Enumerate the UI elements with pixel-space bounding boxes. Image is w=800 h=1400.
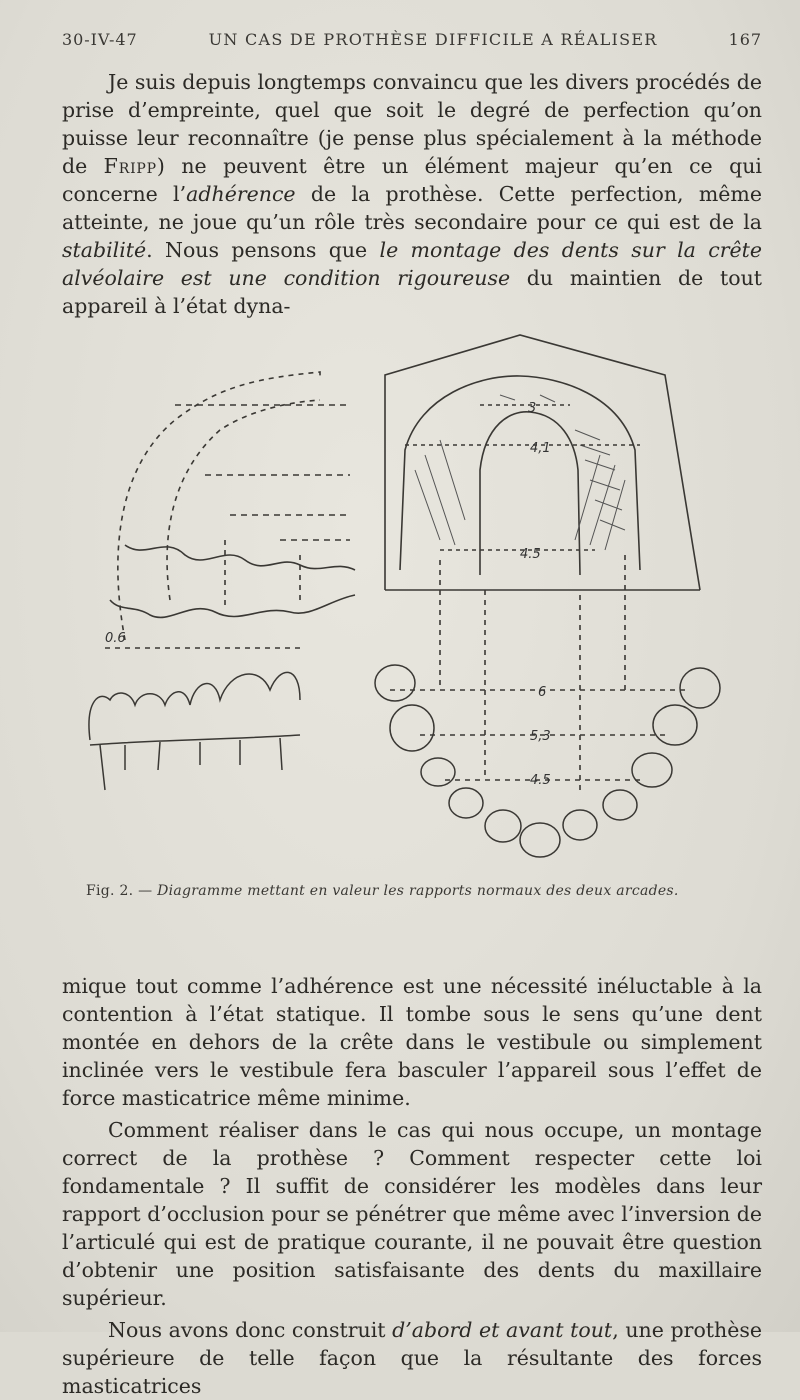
header-date: 30-IV-47 <box>62 30 138 49</box>
label-4-5-upper: 4.5 <box>520 547 541 562</box>
jaw-outline-dashed <box>118 372 320 640</box>
label-0-6: 0.6 <box>105 631 126 646</box>
arch-diagram <box>0 330 800 870</box>
header-title: UN CAS DE PROTHÈSE DIFFICILE A RÉALISER <box>208 30 658 49</box>
paragraph-text: Je suis depuis longtemps convaincu que les divers procédés de prise d’empreinte, quel que soit le degré de perfection qu’on puisse leur reconnaître (je pense plus spécialement à la méthode de Fripp) ne peuvent être un élément majeur qu’en ce qui concerne l’adhérence de la prothèse. Cette perfection, même atteinte, ne joue qu’un rôle très secondaire pour ce qui est de la stabilité. Nous pensons que le montage des dents sur la crête alvéolaire est une condition rigoureuse du maintien de tout appareil à l’état dyna- <box>62 70 763 318</box>
prosthesis-outline <box>385 335 700 590</box>
emphasis-dabord: d’abord et avant tout <box>392 1318 613 1342</box>
figure-caption <box>86 883 760 899</box>
label-3: 3 <box>528 401 537 416</box>
bottom-text <box>62 972 762 1400</box>
label-6: 6 <box>538 685 547 700</box>
paragraph-construction: Nous avons donc construit d’abord et avant tout, une prothèse supérieure de telle façon que la résultante des forces masticatrices <box>62 1318 763 1398</box>
paragraph-continuation: mique tout comme l’adhérence est une nécessité inéluctable à la contention à l’état statique. Il tombe sous le sens qu’une dent montée en dehors de la crête dans le vestibule ou simplement inclinée vers le vestibule fera basculer l’appareil sous l’effet de force masticatrice même minime. <box>62 974 762 1110</box>
running-header <box>62 30 762 49</box>
side-view-teeth <box>89 672 300 790</box>
top-paragraph <box>62 68 762 320</box>
label-5-3: 5,3 <box>530 729 551 744</box>
lower-arch-teeth <box>375 665 720 857</box>
caption-prefix: Fig. 2. — <box>86 883 153 899</box>
page-number: 167 <box>728 30 762 49</box>
emphasis-adherence: adhérence <box>186 182 296 206</box>
caption-text: Diagramme mettant en valeur les rapports normaux des deux arcades. <box>157 883 679 899</box>
label-4-1: 4,1 <box>530 441 551 456</box>
emphasis-phrase: le montage des dents sur la crête alvéolaire est une condition rigoureuse <box>62 238 763 290</box>
label-4-5-lower: 4.5 <box>530 773 551 788</box>
ridge-line <box>125 545 355 570</box>
author-name: Fripp <box>103 154 157 178</box>
paragraph-montage: Comment réaliser dans le cas qui nous occupe, un montage correct de la prothèse ? Comment respecter cette loi fondamentale ? Il suffit de considérer les modèles dans leur rapport d’occlusion pour se pénétrer que même avec l’inversion de l’articulé qui est de pratique courante, il ne pouvait être question d’obtenir une position satisfaisante des dents du maxillaire supérieur. <box>62 1118 762 1310</box>
emphasis-stabilite: stabilité <box>62 238 147 262</box>
